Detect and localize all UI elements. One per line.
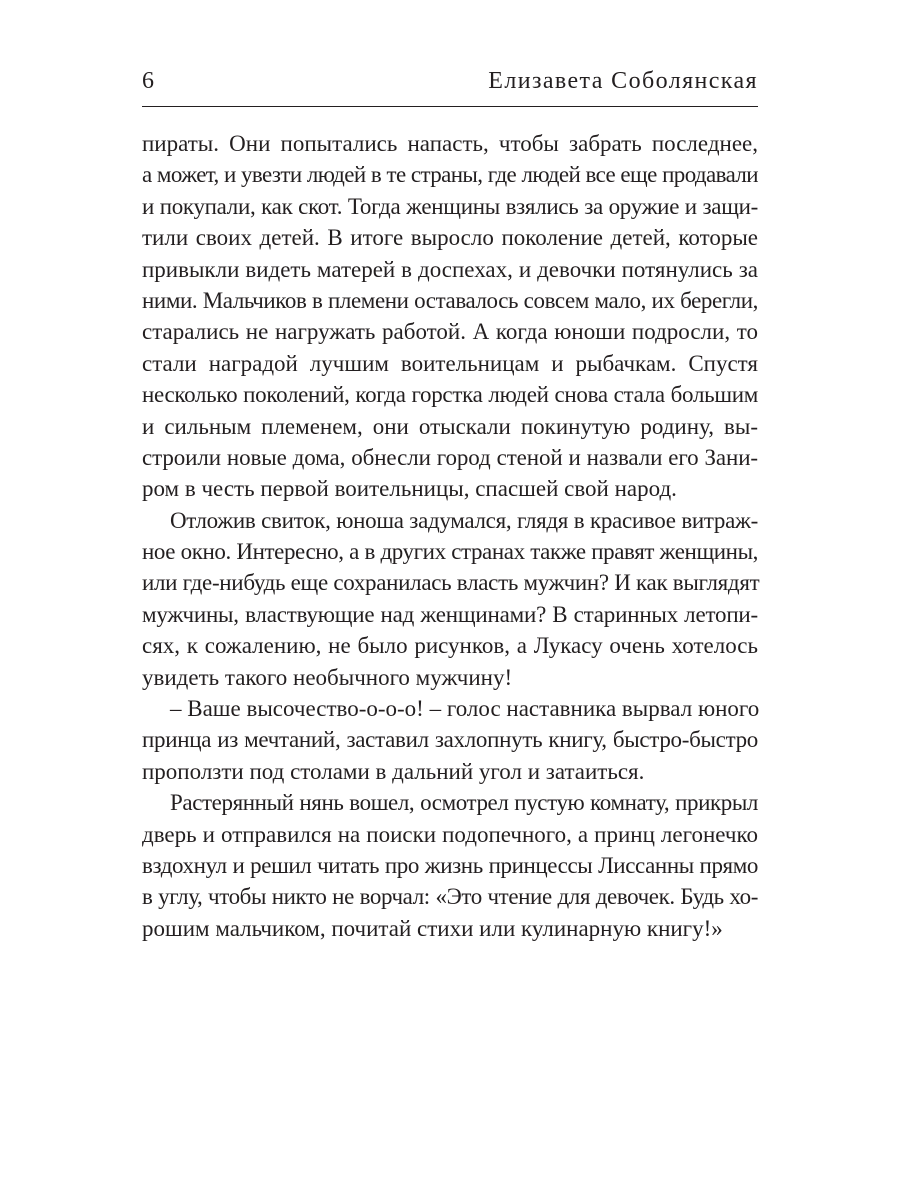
text-line: старались не нагружать работой. А когда юноши подросли, то [142, 319, 758, 345]
text-line: тили своих детей. В итоге выросло поколение детей, которые [142, 225, 758, 251]
text-line: проползти под столами в дальний угол и затаиться. [142, 758, 645, 784]
text-line: дверь и отправился на поиски подопечного, а принц легонечко [142, 821, 758, 847]
header-rule [142, 106, 758, 107]
text-line: а может, и увезти людей в те страны, где людей все еще продавали [142, 162, 758, 188]
text-line: строили новые дома, обнесли город стеной и назвали его Зани- [142, 444, 758, 470]
paragraph [142, 693, 758, 787]
paragraph [142, 505, 758, 693]
page-number: 6 [142, 68, 154, 94]
text-line: несколько поколений, когда горстка людей снова стала большим [142, 382, 758, 408]
text-line: в углу, чтобы никто не ворчал: «Это чтение для девочек. Будь хо- [142, 884, 758, 910]
text-line: ное окно. Интересно, а в других странах также правят женщины, [142, 539, 758, 565]
body-text [142, 128, 758, 944]
text-line: и покупали, как скот. Тогда женщины взялись за оружие и защи- [142, 193, 758, 219]
text-line: стали наградой лучшим воительницам и рыбачкам. Спустя [142, 350, 758, 376]
text-line: пираты. Они попытались напасть, чтобы забрать последнее, [142, 131, 758, 156]
text-line: или где-нибудь еще сохранилась власть мужчин? И как выглядят [142, 570, 760, 596]
text-line: ними. Мальчиков в племени оставалось совсем мало, их берегли, [142, 287, 758, 313]
running-head-author: Елизавета Соболянская [488, 68, 758, 94]
text-line: принца из мечтаний, заставил захлопнуть книгу, быстро-быстро [142, 727, 758, 753]
text-line: Растерянный нянь вошел, осмотрел пустую комнату, прикрыл [170, 790, 758, 816]
text-line: увидеть такого необычного мужчину! [142, 664, 513, 690]
text-line: ром в честь первой воительницы, спасшей свой народ. [142, 476, 677, 502]
paragraph [142, 128, 758, 505]
text-line: рошим мальчиком, почитай стихи или кулинарную книгу!» [142, 915, 723, 941]
page-header [142, 64, 758, 104]
text-line: – Ваше высочество-о-о-о! – голос наставника вырвал юного [170, 696, 760, 722]
text-line: привыкли видеть матерей в доспехах, и девочки потянулись за [142, 256, 758, 282]
text-line: сях, к сожалению, не было рисунков, а Лукасу очень хотелось [142, 633, 758, 659]
text-line: и сильным племенем, они отыскали покинутую родину, вы- [142, 413, 758, 439]
text-line: мужчины, властвующие над женщинами? В старинных летопи- [142, 601, 758, 627]
text-line: вздохнул и решил читать про жизнь принцессы Лиссанны прямо [142, 852, 758, 878]
paragraph [142, 787, 758, 944]
text-line: Отложив свиток, юноша задумался, глядя в красивое витраж- [170, 507, 758, 533]
